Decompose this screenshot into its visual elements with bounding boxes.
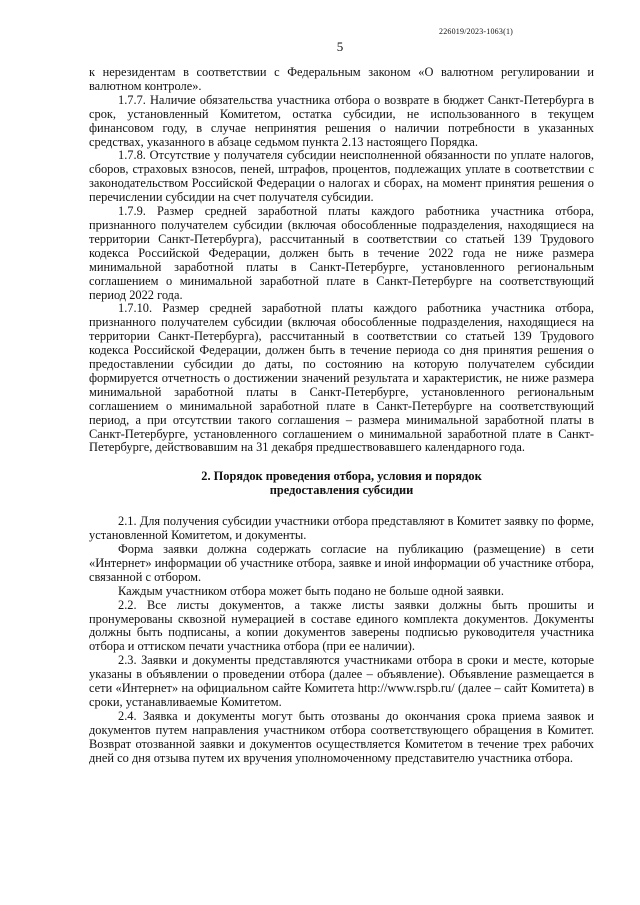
document-body [89, 66, 594, 766]
paragraph-1-7-10: 1.7.10. Размер средней заработной платы каждого работника участника отбора, признанного получателем субсидии (включая обособленные подразделения, находящиеся на территории Санкт-Петербурга), рассчитанный в соответствии со статьей 139 Трудового кодекса Российской Федерации, должен быть в течение периода со дня принятия решения о предоставлении субсидии до даты, по состоянию на которую получателем субсидии формируется отчетность о достижении значений результата и характеристик, не ниже размера минимальной заработной платы в Санкт-Петербурге, установленного региональным соглашением о минимальной заработной плате в Санкт-Петербурге на соответствующий период, а при отсутствии такого соглашения – размера минимальной заработной платы в Санкт-Петербурге, установленного соглашением о минимальной заработной плате в Санкт-Петербурге, действовавшим на 31 декабря предшествовавшего календарного года. [89, 301, 594, 455]
paragraph-one-application: Каждым участником отбора может быть подано не больше одной заявки. [118, 583, 504, 598]
section-heading-line-1: 2. Порядок проведения отбора, условия и порядок [201, 469, 482, 484]
page-number: 5 [336, 39, 344, 54]
paragraph-1-7-9: 1.7.9. Размер средней заработной платы каждого работника участника отбора, признанного получателем субсидии (включая обособленные подразделения, находящиеся на территории Санкт-Петербурга), рассчитанный в соответствии со статьей 139 Трудового кодекса Российской Федерации, должен быть в течение 2022 года не ниже размера минимальной заработной платы в Санкт-Петербурге, установленного региональным соглашением о минимальной заработной плате в Санкт-Петербурге на соответствующий период 2022 года. [89, 204, 594, 302]
paragraph-1-7-7: 1.7.7. Наличие обязательства участника отбора о возврате в бюджет Санкт-Петербурга в срок, установленный Комитетом, остатка субсидии, не использованного в текущем финансовом году, в случае непринятия решения о наличии потребности в указанных средствах, указанного в абзаце седьмом пункта 2.13 настоящего Порядка. [89, 92, 594, 149]
paragraph-continuation: к нерезидентам в соответствии с Федеральным законом «О валютном регулировании и валютном контроле». [89, 65, 594, 93]
paragraph-1-7-8: 1.7.8. Отсутствие у получателя субсидии неисполненной обязанности по уплате налогов, сборов, страховых взносов, пеней, штрафов, процентов, подлежащих уплате в соответствии с законодательством Российской Федерации о налогах и сборах, на момент принятия решения о перечислении субсидии на счет получателя субсидии. [89, 148, 594, 205]
paragraph-2-1: 2.1. Для получения субсидии участники отбора представляют в Комитет заявку по форме, установленной Комитетом, и документы. [89, 514, 594, 543]
paragraph-consent-form: Форма заявки должна содержать согласие на публикацию (размещение) в сети «Интернет» информации об участнике отбора, заявке и иной информации об участнике отбора, связанной с отбором. [89, 542, 594, 584]
paragraph-2-4: 2.4. Заявка и документы могут быть отозваны до окончания срока приема заявок и документов путем направления участником отбора соответствующего обращения в Комитет. Возврат отозванной заявки и документов осуществляется Комитетом в течение трех рабочих дней со дня отзыва путем их вручения уполномоченному представителю участника отбора. [89, 708, 594, 765]
paragraph-2-3: 2.3. Заявки и документы представляются участниками отбора в сроки и месте, которые указаны в объявлении о проведении отбора (далее – объявление). Объявление размещается в сети «Интернет» на официальном сайте Комитета http://www.rspb.ru/ (далее – сайт Комитета) в сроки, устанавливаемые Комитетом. [89, 653, 594, 709]
section-heading-line-2: предоставления субсидии [269, 483, 414, 498]
paragraph-2-2: 2.2. Все листы документов, а также листы заявки должны быть прошиты и пронумерованы сквозной нумерацией в составе единого комплекта документов. Документы должны быть подписаны, а копии документов заверены подписью руководителя участника отбора и оттиском печати участника отбора (при ее наличии). [89, 597, 594, 654]
document-number: 226019/2023-1063(1) [439, 27, 514, 36]
section-heading [89, 470, 594, 498]
